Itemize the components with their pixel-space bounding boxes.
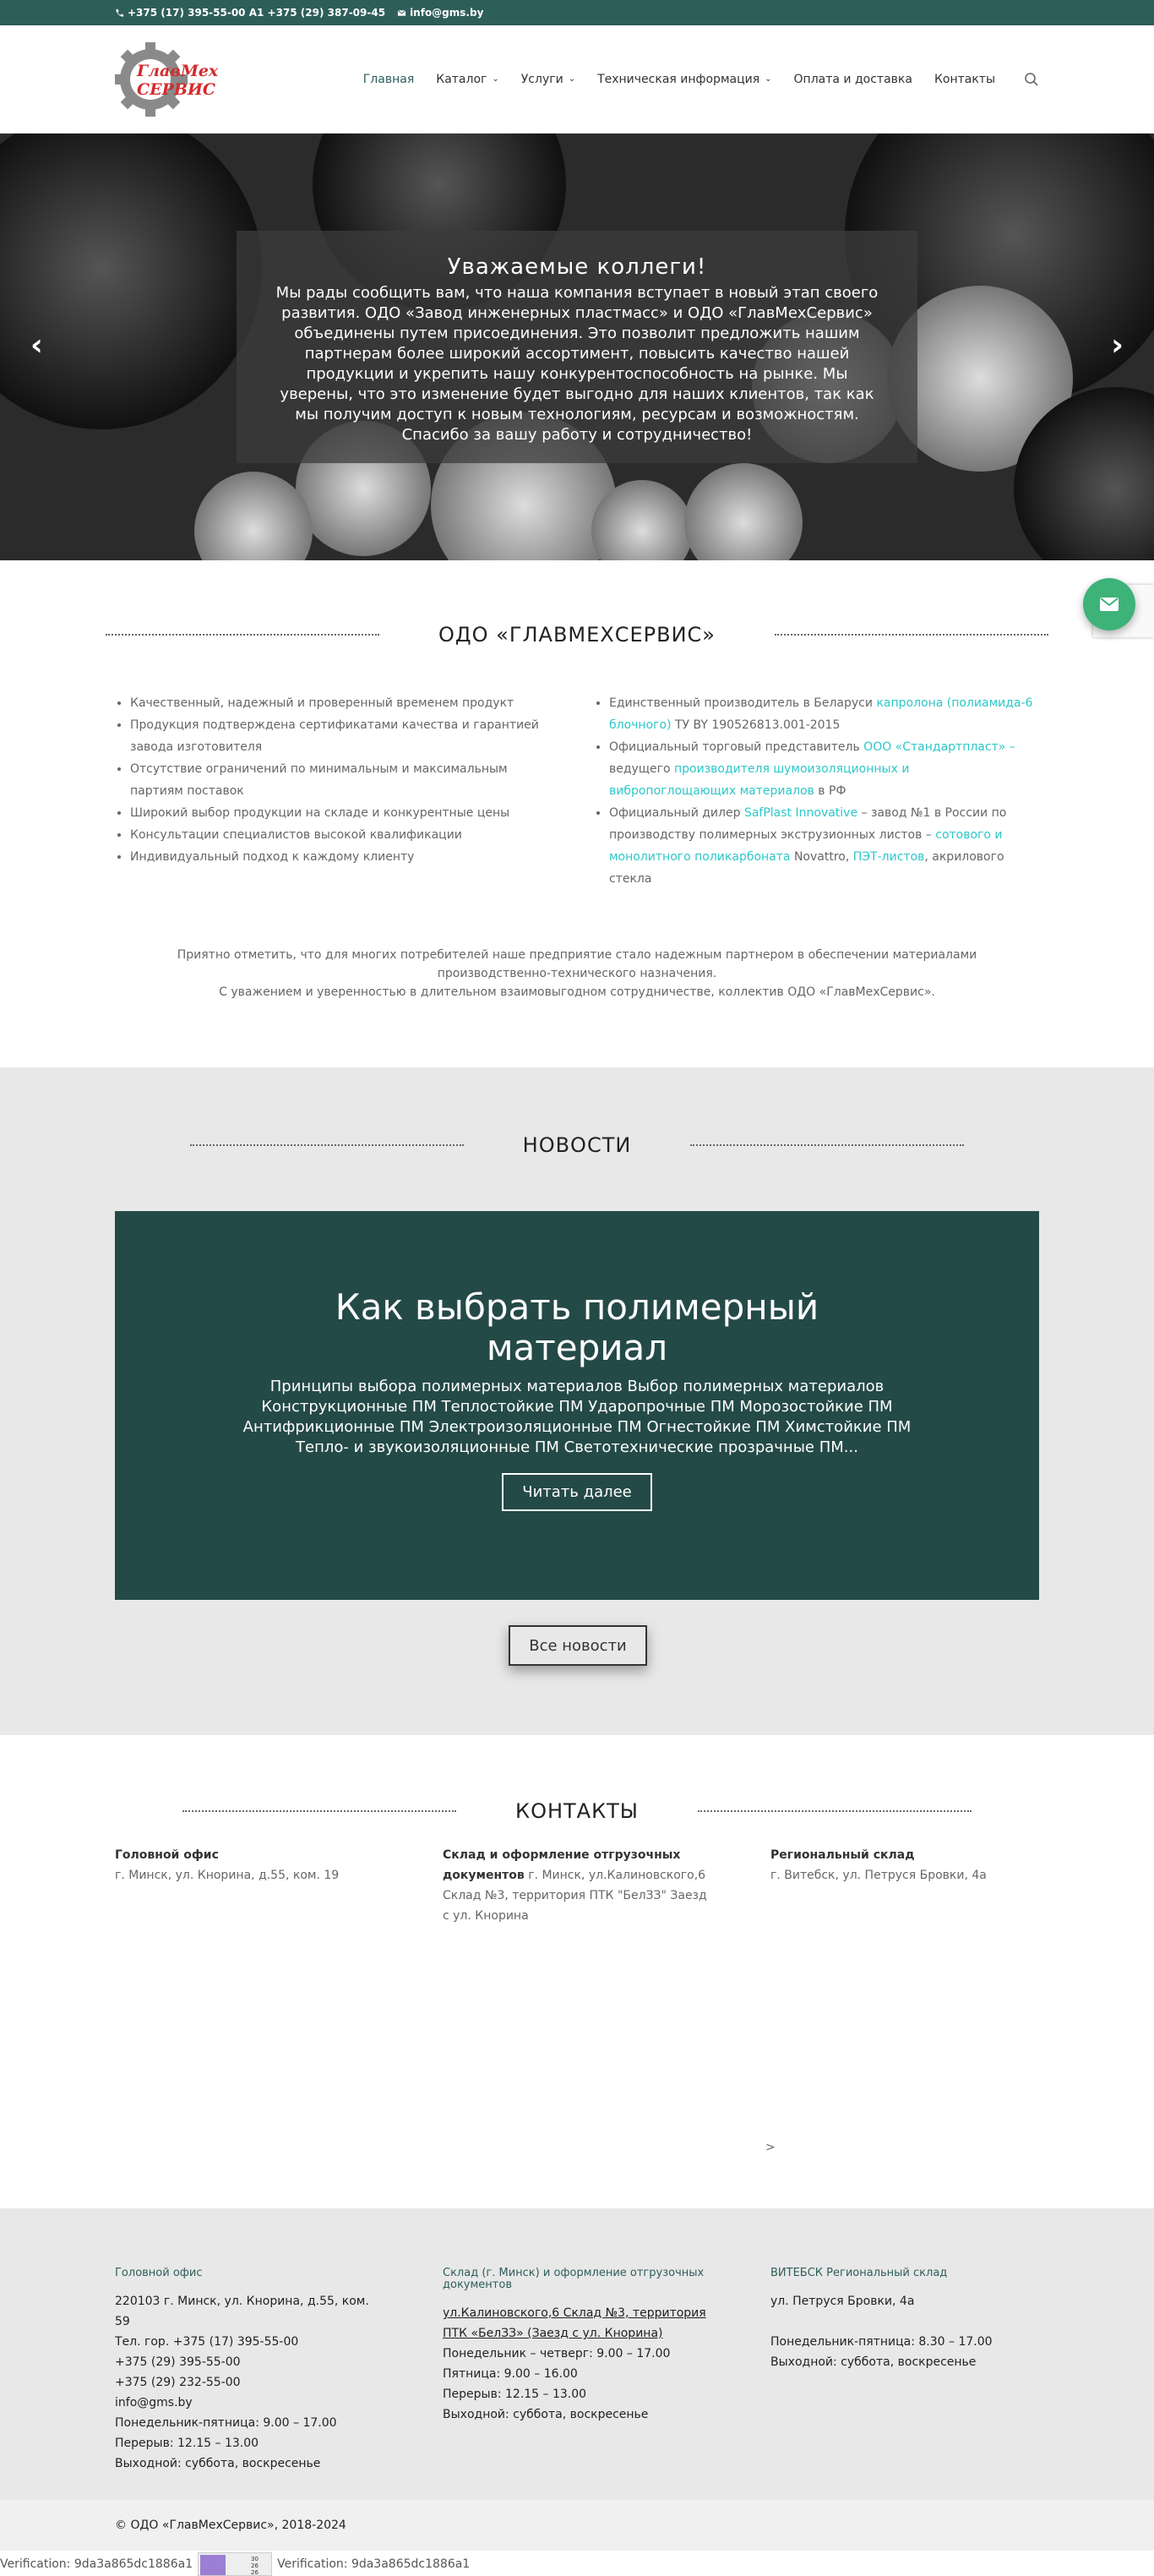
footer-address-link[interactable]: ул.Калиновского,6 Склад №3, территория ПТК «БелЗЗ» (Заезд с ул. Кнорина) (443, 2306, 706, 2340)
advantages-list (115, 692, 560, 890)
news-section (0, 1067, 1154, 1735)
verification-text: Verification: 9da3a865dc1886a1 (0, 2557, 193, 2571)
list-item: • Продукция подтверждена сертификатами качества и гарантией завода изготовителя (130, 714, 560, 758)
news-heading (0, 1133, 1154, 1157)
nav-label: Услуги (520, 72, 563, 86)
nav-item-catalog[interactable] (436, 73, 499, 86)
footer (0, 2208, 1154, 2500)
contact-regional (770, 1845, 1039, 1926)
gear-logo-icon (115, 39, 226, 120)
counter-badge[interactable] (198, 2552, 272, 2576)
footer-line: Понедельник-пятница: 9.00 – 17.00 (115, 2416, 337, 2430)
search-icon[interactable] (1024, 72, 1039, 87)
footer-line (770, 2311, 1039, 2332)
footer-line: ул. Петруся Бровки, 4а (770, 2295, 915, 2308)
footer-line: Перерыв: 12.15 – 13.00 (443, 2388, 587, 2401)
footer-line: Выходной: суббота, воскресенье (443, 2408, 649, 2421)
pet-sheets-link[interactable]: ПЭТ-листов (852, 850, 925, 864)
read-more-button[interactable]: Читать далее (502, 1473, 652, 1511)
footer-line: +375 (29) 232-55-00 (115, 2376, 241, 2389)
divider (106, 634, 379, 636)
contact-head-office (115, 1845, 384, 1926)
verification-text: Verification: 9da3a865dc1886a1 (277, 2557, 471, 2571)
footer-email[interactable]: info@gms.by (115, 2396, 193, 2410)
note-text: Приятно отметить, что для многих потребителей наше предприятие стало надежным партнером в обеспечении материалами производственно-технического назначения. (177, 948, 977, 980)
footer-line: Понедельник-пятница: 8.30 – 17.00 (770, 2335, 993, 2349)
counter-icon (199, 2553, 273, 2576)
contacts-section (0, 1735, 1154, 2208)
about-heading (0, 623, 1154, 647)
email-float-button[interactable] (1083, 578, 1135, 630)
footer-line: Пятница: 9.00 – 16.00 (443, 2367, 578, 2381)
section-title: КОНТАКТЫ (515, 1799, 639, 1823)
phone-item[interactable] (115, 7, 385, 19)
nav-label: Техническая информация (597, 72, 760, 86)
list-item: • Официальный дилер SafPlast Innovative – завод №1 в России по производству полимерных экструзионных листов – сотового и монолитного поликарбоната Novattro, ПЭТ-листов, акрилового стекла (609, 802, 1039, 890)
copyright-bar (0, 2500, 1154, 2551)
footer-line: Перерыв: 12.15 – 13.00 (115, 2437, 259, 2450)
chevron-down-icon: ⌄ (492, 74, 499, 84)
divider (775, 634, 1048, 636)
footer-heading: ВИТЕБСК Региональный склад (770, 2267, 948, 2279)
email-address: info@gms.by (410, 7, 484, 19)
footer-line: 220103 г. Минск, ул. Кнорина, д.55, ком. 59 (115, 2295, 369, 2328)
slider-prev-arrow-icon[interactable]: ‹ (30, 328, 43, 363)
list-item: • Единственный производитель в Беларуси капролона (полиамида-6 блочного) ТУ BY 190526813.001-2015 (609, 692, 1039, 736)
svg-text:30: 30 (251, 2556, 259, 2562)
envelope-icon (397, 8, 406, 18)
news-card-title: Как выбрать полимерный материал (335, 1286, 819, 1368)
verification-bar (0, 2552, 1154, 2576)
footer-line: Тел. гор. +375 (17) 395-55-00 (115, 2335, 299, 2349)
footer-warehouse (443, 2268, 711, 2474)
footer-regional (770, 2268, 1039, 2474)
nav-label: Контакты (934, 72, 995, 86)
nav-item-services[interactable] (521, 73, 575, 86)
footer-head-office (115, 2268, 384, 2474)
divider (190, 1144, 464, 1146)
hero-title: Уважаемые коллеги! (447, 254, 707, 280)
nav-item-home[interactable] (363, 73, 414, 86)
nav-item-tech-info[interactable] (597, 73, 771, 86)
divider (690, 1144, 964, 1146)
news-card (115, 1211, 1039, 1600)
list-item: • Индивидуальный подход к каждому клиенту (130, 846, 560, 868)
svg-text:26: 26 (251, 2569, 259, 2576)
chevron-down-icon: ⌄ (568, 74, 576, 84)
safplast-link[interactable]: SafPlast Innovative (743, 806, 858, 820)
hero-slider (0, 134, 1154, 560)
footer-line: Выходной: суббота, воскресенье (770, 2355, 977, 2369)
nav-label: Каталог (436, 72, 487, 86)
list-item: • Консультации специалистов высокой квалификации (130, 824, 560, 846)
contacts-heading (0, 1799, 1154, 1823)
footer-line: Понедельник – четверг: 9.00 – 17.00 (443, 2347, 671, 2360)
slider-next-arrow-icon[interactable]: › (1111, 328, 1124, 363)
copyright-text: © ОДО «ГлавМехСервис», 2018-2024 (115, 2519, 346, 2532)
footer-heading: Склад (г. Минск) и оформление отгрузочных документов (443, 2267, 705, 2291)
list-item: • Официальный торговый представитель ООО «Стандартпласт» – ведущего производителя шумоизоляционных и вибропоглощающих материалов в РФ (609, 736, 1039, 802)
contact-heading: Склад и оформление отгрузочных документов (443, 1848, 681, 1882)
divider (698, 1810, 972, 1812)
hero-announcement (237, 231, 917, 463)
envelope-icon (1100, 598, 1119, 611)
contact-heading: Региональный склад (770, 1848, 915, 1862)
phone-numbers: +375 (17) 395-55-00 A1 +375 (29) 387-09-45 (128, 7, 386, 19)
hero-text: Мы рады сообщить вам, что наша компания вступает в новый этап своего развития. ОДО «Завод инженерных пластмасс» и ОДО «ГлавМехСервис» объединены путем присоединения. Это позволит предложить нашим партнерам более широкий ассортимент, повысить качество нашей продукции и укрепить нашу конкурентоспособность на рынке. Мы уверены, что это изменение будет выгодно для наших клиентов, так как мы получим доступ к новым технологиям, ресурсам и возможностям. Спасибо за вашу работу и сотрудничество! (275, 284, 879, 444)
divider (182, 1810, 456, 1812)
email-item[interactable] (397, 7, 483, 19)
contact-address: г. Витебск, ул. Петруся Бровки, 4а (770, 1869, 987, 1882)
polycarbonate-link[interactable]: сотового и монолитного поликарбоната (609, 828, 1003, 864)
top-bar (0, 0, 1154, 25)
nav-item-payment[interactable] (794, 73, 912, 86)
nav-item-contacts[interactable] (934, 73, 995, 86)
about-note (0, 946, 1154, 1001)
footer-line: Выходной: суббота, воскресенье (115, 2457, 321, 2470)
news-card-text: Принципы выбора полимерных материалов Выбор полимерных материалов Конструкционные ПМ Теплостойкие ПМ Ударопрочные ПМ Морозостойкие ПМ Антифрикционные ПМ Электроизоляционные ПМ Огнестойкие ПМ Химстойкие ПМ Тепло- и звукоизоляционные ПМ Светотехнические прозрачные ПМ... (242, 1378, 912, 1456)
map-link[interactable]: > (765, 2141, 776, 2154)
section-title: НОВОСТИ (522, 1133, 632, 1157)
phone-icon (115, 8, 124, 18)
standartplast-link[interactable]: ООО «Стандартпласт» – (863, 740, 1015, 754)
contact-address: г. Минск, ул.Калиновского,6 Склад №3, территория ПТК "БелЗЗ" Заезд с ул. Кнорина (443, 1869, 707, 1923)
svg-text:СЕРВИС: СЕРВИС (137, 79, 216, 99)
logo[interactable] (115, 39, 226, 120)
nav-label: Главная (362, 72, 415, 86)
chevron-down-icon: ⌄ (765, 74, 772, 84)
main-nav (363, 72, 1039, 87)
kaprolon-link[interactable]: капролона (полиамида-6 блочного) (609, 696, 1033, 732)
svg-text:26: 26 (251, 2562, 259, 2569)
list-item: • Качественный, надежный и проверенный временем продукт (130, 692, 560, 714)
list-item: • Широкий выбор продукции на складе и конкурентные цены (130, 802, 560, 824)
noise-materials-link[interactable]: производителя шумоизоляционных и вибропоглощающих материалов (609, 762, 910, 798)
list-item: • Отсутствие ограничений по минимальным и максимальным партиям поставок (130, 758, 560, 802)
nav-label: Оплата и доставка (793, 72, 912, 86)
section-title: ОДО «ГЛАВМЕХСЕРВИС» (438, 623, 716, 647)
partners-list (594, 692, 1039, 890)
svg-text:ГлавМех: ГлавМех (137, 61, 219, 80)
contact-warehouse (443, 1845, 711, 1926)
footer-heading: Головной офис (115, 2267, 203, 2279)
site-header (0, 25, 1154, 134)
note-text: С уважением и уверенностью в длительном взаимовыгодном сотрудничестве, коллектив ОДО «ГлавМехСервис». (219, 985, 935, 999)
contact-heading: Головной офис (115, 1848, 219, 1862)
about-section (0, 560, 1154, 1067)
all-news-button[interactable]: Все новости (509, 1625, 647, 1666)
contact-address: г. Минск, ул. Кнорина, д.55, ком. 19 (115, 1869, 340, 1882)
footer-line: +375 (29) 395-55-00 (115, 2355, 241, 2369)
